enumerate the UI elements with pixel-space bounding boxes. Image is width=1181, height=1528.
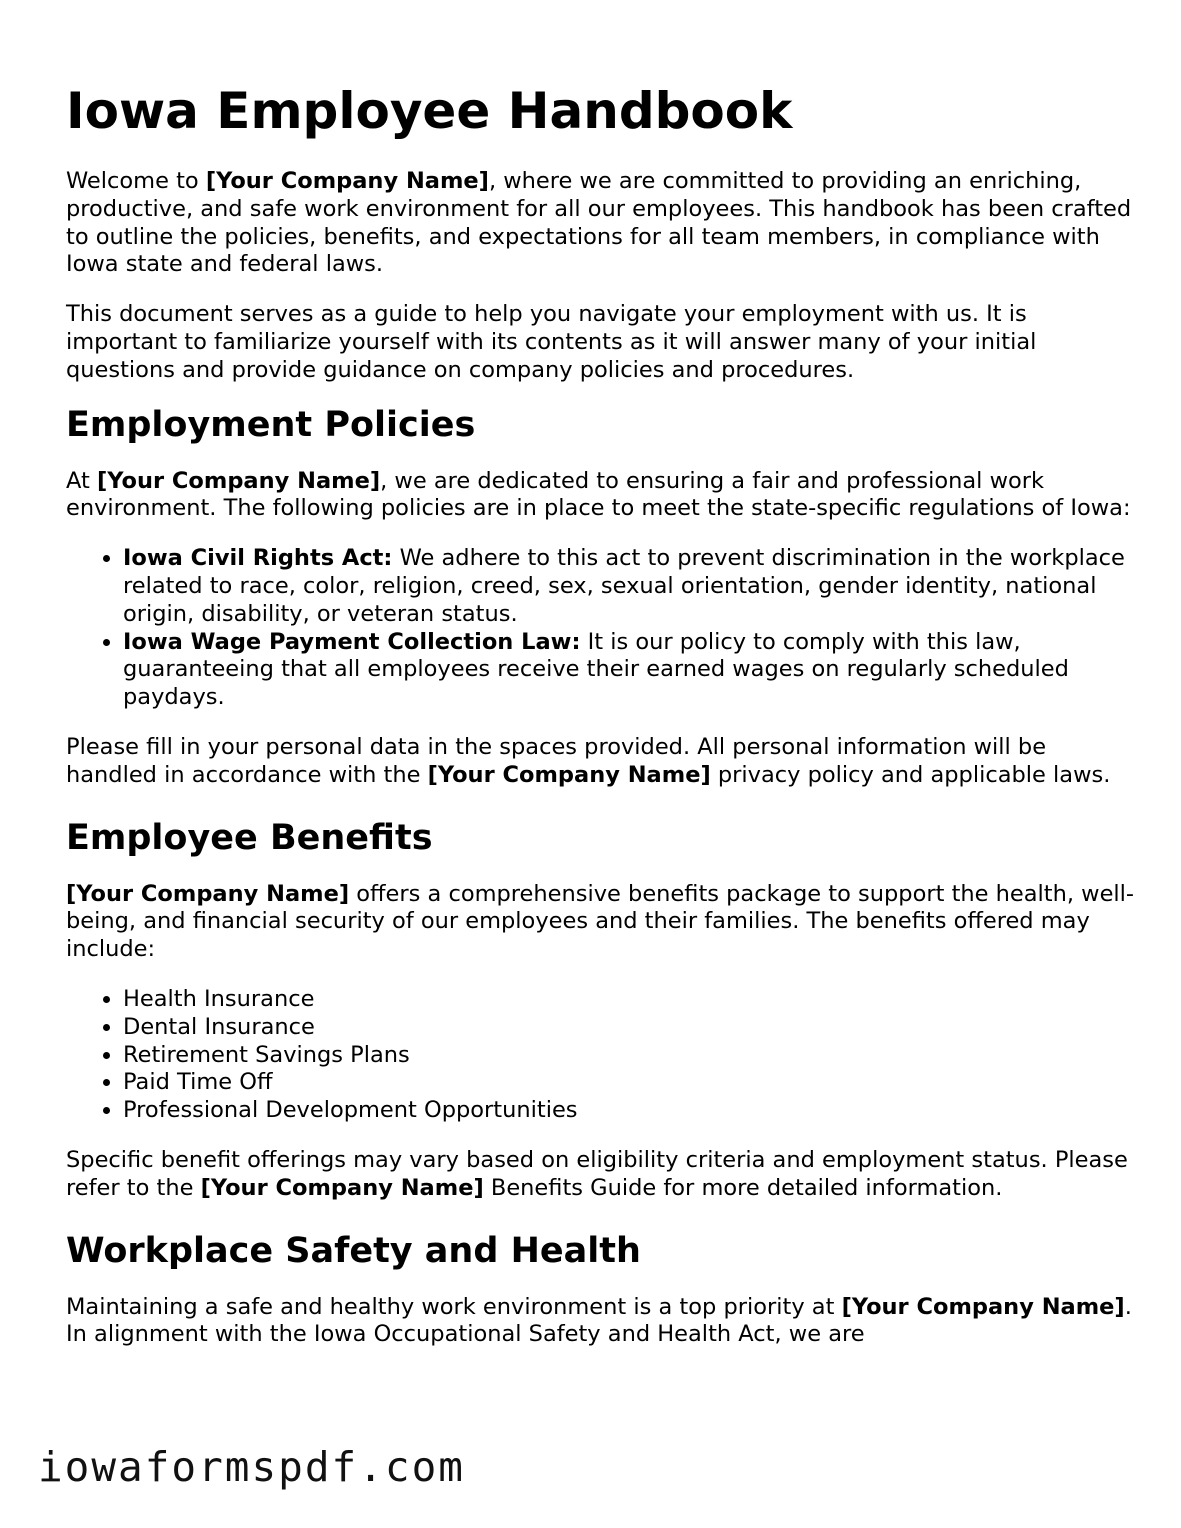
section-heading-workplace-safety: Workplace Safety and Health bbox=[66, 1230, 641, 1271]
list-item: • Iowa Civil Rights Act: We adhere to this act to prevent discrimination in the workplace related to race, color, religion, creed, sex, sexual orientation, gender identity, national origin, disability, or veteran status. bbox=[123, 545, 1136, 628]
list-item: • Iowa Wage Payment Collection Law: It is our policy to comply with this law, guaranteeing that all employees receive their earned wages on regularly scheduled paydays. bbox=[123, 629, 1136, 712]
benefits-list bbox=[66, 986, 1136, 1125]
section-heading-employment-policies: Employment Policies bbox=[66, 404, 476, 445]
policy-term: Iowa Civil Rights Act: bbox=[123, 545, 393, 572]
list-item: • Retirement Savings Plans bbox=[123, 1042, 1136, 1070]
document-page bbox=[66, 80, 1136, 1349]
company-name: [Your Company Name] bbox=[66, 880, 350, 907]
list-item: • Paid Time Off bbox=[123, 1069, 1136, 1097]
page-title: Iowa Employee Handbook bbox=[66, 82, 793, 140]
employee-benefits-paragraph-2: Specific benefit offerings may vary based on eligibility criteria and employment status. Please refer to the [Your Company Name] Benefits Guide for more detailed information. bbox=[66, 1146, 1128, 1201]
intro-paragraph-2: This document serves as a guide to help you navigate your employment with us. It is important to familiarize yourself with its contents as it will answer many of your initial questions and provide guidance on company policies and procedures. bbox=[66, 301, 1037, 383]
workplace-safety-paragraph-1: Maintaining a safe and healthy work environment is a top priority at [Your Company Name]. In alignment with the Iowa Occupational Safety and Health Act, we are bbox=[66, 1293, 1132, 1348]
list-item: • Professional Development Opportunities bbox=[123, 1097, 1136, 1125]
policy-list bbox=[66, 545, 1136, 712]
employment-policies-paragraph-1: At [Your Company Name], we are dedicated to ensuring a fair and professional work environment. The following policies are in place to meet the state-specific regulations of Iowa: bbox=[66, 467, 1131, 522]
company-name: [Your Company Name] bbox=[200, 1174, 484, 1201]
employment-policies-paragraph-2: Please fill in your personal data in the spaces provided. All personal information will be handled in accordance with the [Your Company Name] privacy policy and applicable laws. bbox=[66, 733, 1111, 788]
company-name: [Your Company Name] bbox=[96, 467, 381, 494]
watermark: iowaformspdf.com bbox=[38, 1443, 465, 1491]
policy-term: Iowa Wage Payment Collection Law: bbox=[123, 628, 581, 655]
company-name: [Your Company Name] bbox=[427, 761, 711, 788]
list-item: • Health Insurance bbox=[123, 986, 1136, 1014]
employee-benefits-paragraph-1: [Your Company Name] offers a comprehensive benefits package to support the health, well-being, and financial security of our employees and their families. The benefits offered may include: bbox=[66, 880, 1135, 963]
company-name: [Your Company Name] bbox=[841, 1293, 1125, 1320]
intro-paragraph-1: Welcome to [Your Company Name], where we are committed to providing an enriching, productive, and safe work environment for all our employees. This handbook has been crafted to outline the policies, benefits, and expectations for all team members, in compliance with Iowa state and federal laws. bbox=[66, 168, 1132, 278]
section-heading-employee-benefits: Employee Benefits bbox=[66, 817, 433, 858]
company-name: [Your Company Name] bbox=[205, 168, 489, 194]
list-item: • Dental Insurance bbox=[123, 1014, 1136, 1042]
